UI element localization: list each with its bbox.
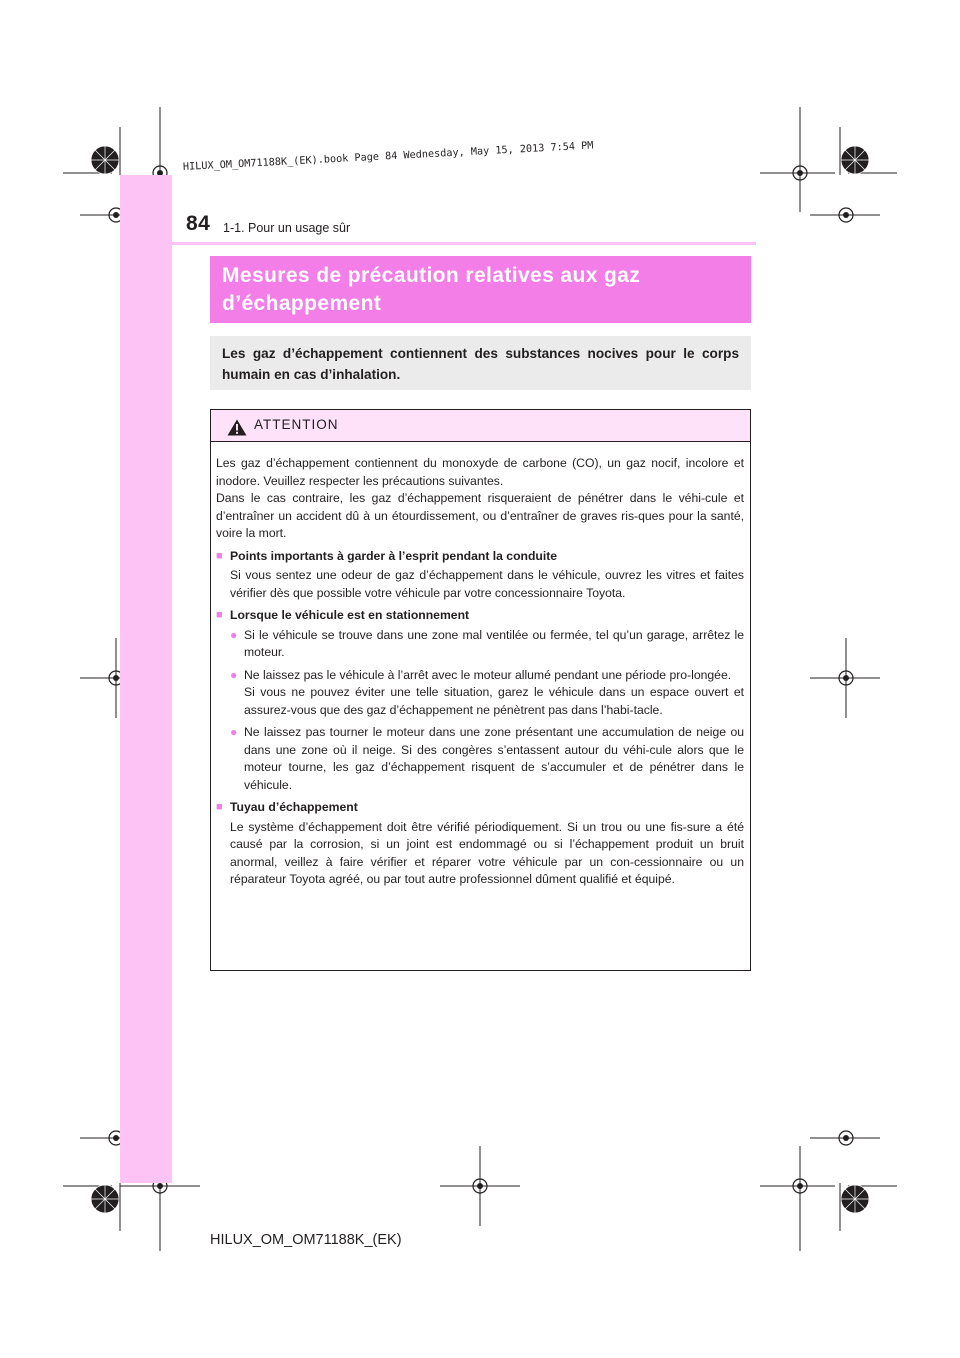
side-color-band (120, 175, 172, 1183)
square-bullet-icon: ■ (216, 609, 223, 621)
page-title-box (210, 256, 751, 323)
page-title (222, 262, 739, 318)
subsection-text-exhaust-pipe: Le système d’échappement doit être vérifié périodiquement. Si un trou ou une fis-sure a été causé par la corrosion, si un joint est endommagé ou si l’échappement produit un bruit anormal, veillez à faire vérifier et réparer votre véhicule par un con-cessionnaire ou un réparateur Toyota agréé, ou par tout autre professionnel dûment qualifié et équipé. (230, 819, 744, 886)
warning-label: ATTENTION (254, 417, 339, 432)
list-item: ● Si le véhicule se trouve dans une zone mal ventilée ou fermée, tel qu’un garage, arrêtez le moteur. (216, 627, 744, 662)
page-number: 84 (186, 212, 211, 235)
intro-box (210, 336, 751, 390)
header-rule (172, 242, 756, 245)
warning-header (211, 410, 750, 442)
list-item-continuation: Si vous ne pouvez éviter une telle situation, garez le véhicule dans un espace ouvert et assurez-vous que des gaz d’échappement ne pénètrent pas dans l’habi-tacle. (244, 685, 744, 717)
warning-intro-1: Les gaz d’échappement contiennent du monoxyde de carbone (CO), un gaz nocif, incolore et inodore. Veuillez respecter les précautions suivantes. (216, 456, 744, 488)
print-job-stamp: HILUX_OM_OM71188K_(EK).book Page 84 Wednesday, May 15, 2013 7:54 PM (182, 140, 594, 173)
square-bullet-icon: ■ (216, 549, 223, 562)
circle-bullet-icon: ● (230, 627, 238, 642)
page-title-line2: d’échappement (222, 292, 382, 315)
circle-bullet-icon: ● (230, 725, 238, 739)
page-title-line1: Mesures de précaution relatives aux gaz (222, 264, 641, 287)
subsection-text-driving: Si vous sentez une odeur de gaz d’échappement dans le véhicule, ouvrez les vitres et faites vérifier dès que possible votre véhicule par votre concessionnaire Toyota. (230, 568, 744, 600)
section-title: 1-1. Pour un usage sûr (223, 221, 351, 235)
warning-box (210, 409, 751, 971)
subsection-heading-parking: ■ Lorsque le véhicule est en stationnement (216, 607, 744, 625)
square-bullet-icon: ■ (216, 801, 223, 813)
warning-body (211, 442, 750, 889)
list-item: ● Ne laissez pas le véhicule à l’arrêt avec le moteur allumé pendant une période pro-longée. (216, 667, 744, 685)
intro-text: Les gaz d’échappement contiennent des substances nocives pour le corps humain en cas d’inhalation. (222, 346, 739, 382)
warning-intro-2: Dans le cas contraire, les gaz d’échappement risqueraient de pénétrer dans le véhi-cule et d’entraîner un accident dû à un étourdissement, ou d’entraîner de graves ris-ques pour la santé, voire la mort. (216, 491, 744, 540)
warning-triangle-icon (227, 419, 247, 436)
circle-bullet-icon: ● (230, 667, 238, 682)
footer-document-code: HILUX_OM_OM71188K_(EK) (210, 1232, 402, 1248)
list-item: ● Ne laissez pas tourner le moteur dans une zone présentant une accumulation de neige ou dans une zone où il neige. Si des congères s’entassent autour du véhi-cule alors que le moteur tourne, les gaz d’échappement risquent de s’accumuler et de pénétrer dans le véhicule. (216, 724, 744, 794)
subsection-heading-exhaust-pipe: ■ Tuyau d’échappement (216, 799, 744, 817)
subsection-heading-driving: ■ Points importants à garder à l’esprit pendant la conduite (216, 548, 744, 566)
